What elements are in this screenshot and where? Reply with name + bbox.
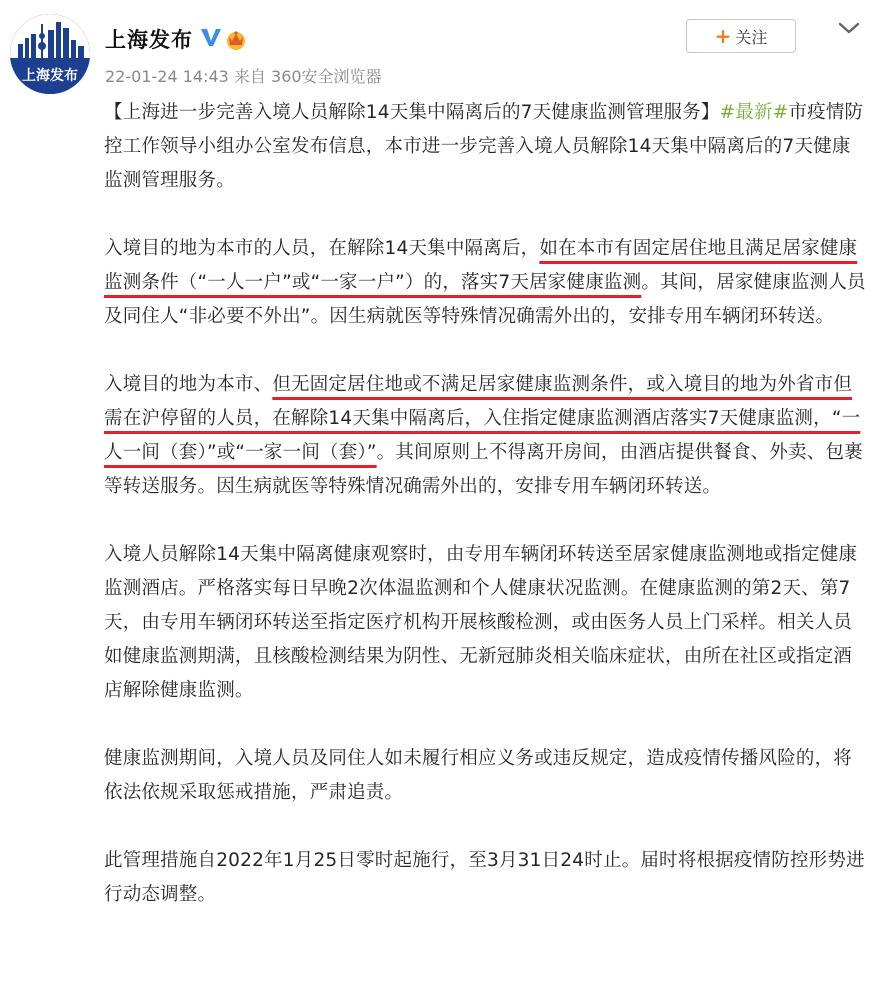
- post-title: 【上海进一步完善入境人员解除14天集中隔离后的7天健康监测管理服务】: [104, 102, 720, 123]
- post-timestamp: 22-01-24 14:43: [105, 67, 229, 86]
- highlighted-text: 如在本市有固定居住地且满足居家健康监测条件（“一人一户”或“一家一户”）的，落实7天居家健康监测: [104, 238, 858, 293]
- topic-link[interactable]: #最新#: [719, 102, 789, 123]
- paragraph-text: 。其间原则上不得离开房间，由酒店提供餐食、外卖、包裹等转送服务。因生病就医等特殊情况确需外出的，安排专用车辆闭环转送。: [104, 442, 863, 497]
- skyline-logo-icon: [10, 14, 90, 94]
- post-paragraph: [104, 232, 869, 334]
- post-paragraph: 此管理措施自2022年1月25日零时起施行，至3月31日24时止。届时将根据疫情防控形势进行动态调整。: [104, 850, 865, 905]
- post-body: [104, 96, 869, 946]
- follow-label: 关注: [735, 27, 768, 47]
- paragraph-text: 入境目的地为本市的人员，在解除14天集中隔离后，: [104, 238, 540, 259]
- crown-icon: [224, 27, 248, 51]
- post-paragraph: [104, 368, 869, 504]
- plus-icon: +: [714, 24, 732, 48]
- post-source: 来自 360安全浏览器: [233, 67, 382, 86]
- avatar[interactable]: [10, 14, 90, 94]
- chevron-down-icon[interactable]: [836, 18, 862, 38]
- post-header: [0, 0, 882, 100]
- verified-v-icon: [198, 24, 224, 50]
- post-paragraph: 健康监测期间，入境人员及同住人如未履行相应义务或违反规定，造成疫情传播风险的，将依法依规采取惩戒措施，严肃追责。: [104, 748, 853, 803]
- paragraph-text: 。其间，居家健康监测人员及同住人“非必要不外出”。因生病就医等特殊情况确需外出的，安排专用车辆闭环转送。: [104, 272, 866, 327]
- post-paragraph: [104, 96, 869, 198]
- highlighted-text: 但无固定居住地或不满足居家健康监测条件，或入境目的地为外省市但需在沪停留的人员，在解除14天集中隔离后，入住指定健康监测酒店落实7天健康监测，“一人一间（套）”或“一家一间（套）”: [104, 374, 861, 463]
- avatar-text: 上海发布: [22, 68, 78, 84]
- paragraph-text: 入境目的地为本市、: [104, 374, 273, 395]
- paragraph-text: 市疫情防控工作领导小组办公室发布信息，本市进一步完善入境人员解除14天集中隔离后的7天健康监测管理服务。: [104, 102, 864, 191]
- post-meta: [105, 64, 382, 87]
- follow-button[interactable]: [686, 19, 796, 53]
- account-name[interactable]: 上海发布: [105, 28, 193, 52]
- post-paragraph: 入境人员解除14天集中隔离健康观察时，由专用车辆闭环转送至居家健康监测地或指定健康监测酒店。严格落实每日早晚2次体温监测和个人健康状况监测。在健康监测的第2天、第7天，由专用车辆闭环转送至指定医疗机构开展核酸检测，或由医务人员上门采样。相关人员如健康监测期满，且核酸检测结果为阴性、无新冠肺炎相关临床症状，由所在社区或指定酒店解除健康监测。: [104, 544, 858, 701]
